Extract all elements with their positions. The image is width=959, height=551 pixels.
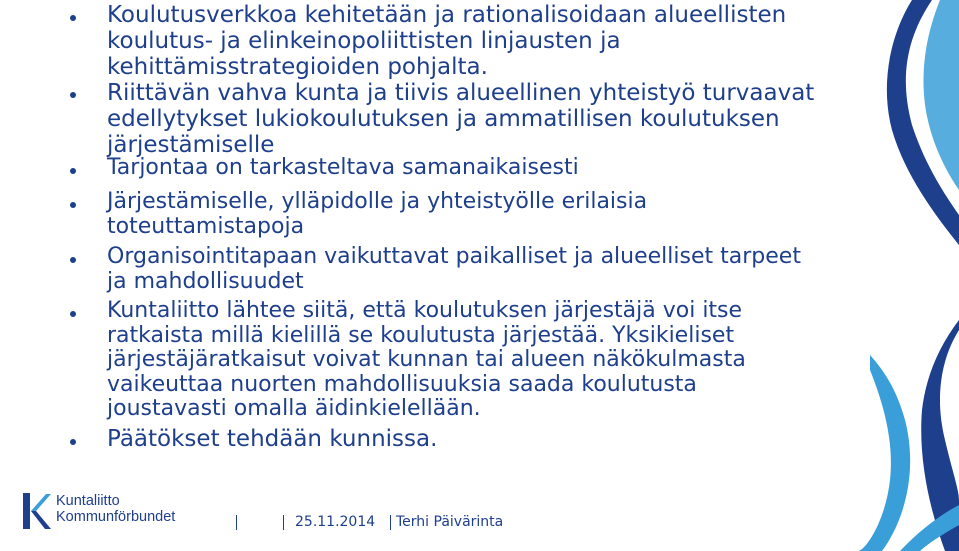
bullet-marker xyxy=(70,311,76,317)
footer-separator xyxy=(236,515,237,530)
bullet-marker xyxy=(70,92,76,98)
bullet-text: Koulutusverkkoa kehitetään ja rationalisoidaan alueellisten koulutus- ja elinkeinopoliittisten linjausten ja kehittämisstrategioiden pohjalta. xyxy=(107,2,787,80)
bullet-text: Kuntaliitto lähtee siitä, että koulutuksen järjestäjä voi itse ratkaista millä kielillä se koulutusta järjestää. Yksikieliset järjestäjäratkaisut voivat kunnan tai alueen näkökulmasta vaikeuttaa nuorten mahdollisuuksia saada koulutusta joustavasti omalla äidinkielellään. xyxy=(107,298,746,421)
footer-author: Terhi Päivärinta xyxy=(396,514,504,530)
ribbon-light-top xyxy=(923,0,959,190)
bullet-text: Riittävän vahva kunta ja tiivis alueellinen yhteistyö turvaavat edellytykset lukiokoulutuksen ja ammatillisen koulutuksen järjestämiselle xyxy=(107,80,815,158)
bullet-text: Järjestämiselle, ylläpidolle ja yhteistyölle erilaisia toteuttamistapoja xyxy=(107,189,648,239)
bullet-text: Päätökset tehdään kunnissa. xyxy=(107,426,438,452)
logo-k-icon xyxy=(22,492,52,530)
logo-text-finnish: Kuntaliitto xyxy=(56,493,120,509)
footer-separator xyxy=(390,515,391,530)
bullet-marker xyxy=(70,15,76,21)
bullet-marker xyxy=(70,202,76,208)
bullet-marker xyxy=(70,439,76,445)
bullet-text: Organisointitapaan vaikuttavat paikalliset ja alueelliset tarpeet ja mahdollisuudet xyxy=(107,244,801,294)
footer-date: 25.11.2014 xyxy=(295,514,376,530)
footer-separator xyxy=(283,515,284,530)
logo-text-swedish: Kommunförbundet xyxy=(56,509,176,525)
bullet-marker xyxy=(70,257,76,263)
bullet-marker xyxy=(70,168,76,174)
kuntaliitto-logo xyxy=(22,492,192,532)
bullet-text: Tarjontaa on tarkasteltava samanaikaisesti xyxy=(107,155,579,180)
